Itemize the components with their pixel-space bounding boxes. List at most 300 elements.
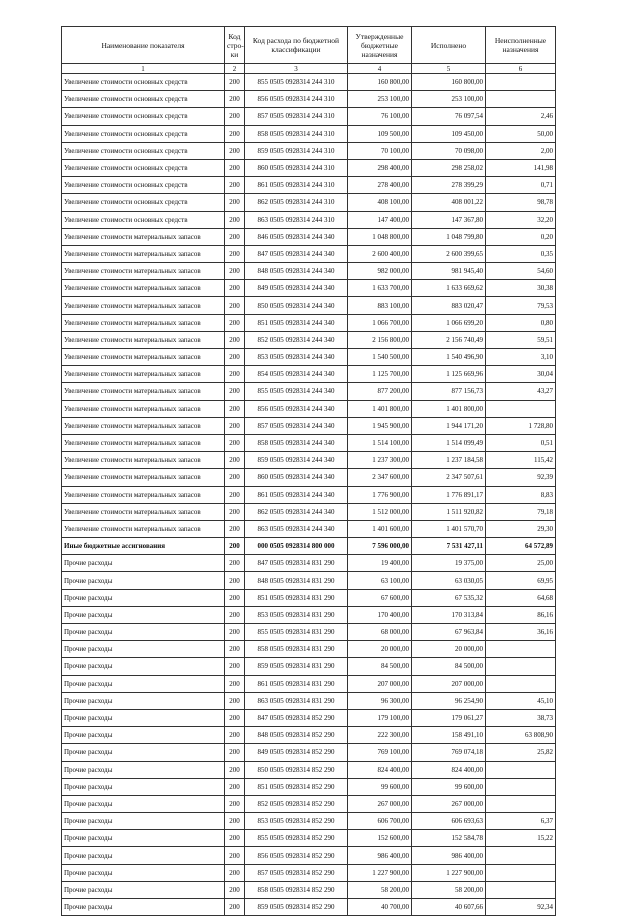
row-expense-code: 855 0505 0928314 244 340 — [245, 383, 348, 400]
row-unexecuted: 15,22 — [486, 830, 556, 847]
row-name: Увеличение стоимости основных средств — [62, 177, 225, 194]
row-line-code: 200 — [225, 486, 245, 503]
row-unexecuted: 92,39 — [486, 469, 556, 486]
row-executed: 1 633 669,62 — [412, 280, 486, 297]
row-approved: 2 156 800,00 — [348, 331, 412, 348]
table-row — [62, 692, 556, 709]
row-expense-code: 863 0505 0928314 831 290 — [245, 692, 348, 709]
row-line-code: 200 — [225, 675, 245, 692]
row-line-code: 200 — [225, 624, 245, 641]
row-unexecuted — [486, 864, 556, 881]
row-line-code: 200 — [225, 280, 245, 297]
row-unexecuted: 69,95 — [486, 572, 556, 589]
row-expense-code: 853 0505 0928314 831 290 — [245, 606, 348, 623]
table-row — [62, 520, 556, 537]
row-expense-code: 853 0505 0928314 852 290 — [245, 813, 348, 830]
row-executed: 1 066 699,20 — [412, 314, 486, 331]
row-line-code: 200 — [225, 813, 245, 830]
row-approved: 20 000,00 — [348, 641, 412, 658]
row-expense-code: 852 0505 0928314 244 340 — [245, 331, 348, 348]
table-body — [62, 74, 556, 916]
row-approved: 1 514 100,00 — [348, 434, 412, 451]
row-unexecuted — [486, 795, 556, 812]
table-row — [62, 434, 556, 451]
row-executed: 160 800,00 — [412, 74, 486, 91]
row-name: Прочие расходы — [62, 572, 225, 589]
row-executed: 267 000,00 — [412, 795, 486, 812]
row-unexecuted — [486, 641, 556, 658]
row-line-code: 200 — [225, 108, 245, 125]
table-row — [62, 469, 556, 486]
table-row — [62, 400, 556, 417]
row-approved: 1 540 500,00 — [348, 349, 412, 366]
row-executed: 298 258,02 — [412, 159, 486, 176]
row-line-code: 200 — [225, 297, 245, 314]
row-line-code: 200 — [225, 692, 245, 709]
row-line-code: 200 — [225, 899, 245, 916]
row-expense-code: 849 0505 0928314 852 290 — [245, 744, 348, 761]
row-unexecuted — [486, 761, 556, 778]
table-row — [62, 606, 556, 623]
row-approved: 109 500,00 — [348, 125, 412, 142]
row-expense-code: 000 0505 0928314 800 000 — [245, 538, 348, 555]
row-name: Прочие расходы — [62, 606, 225, 623]
row-name: Прочие расходы — [62, 830, 225, 847]
row-unexecuted: 79,18 — [486, 503, 556, 520]
row-expense-code: 857 0505 0928314 244 340 — [245, 417, 348, 434]
row-expense-code: 850 0505 0928314 852 290 — [245, 761, 348, 778]
row-unexecuted: 115,42 — [486, 452, 556, 469]
header-expense-code: Код расхода по бюджетной классификации — [245, 27, 348, 64]
row-name: Иные бюджетные ассигнования — [62, 538, 225, 555]
row-name: Увеличение стоимости материальных запасов — [62, 486, 225, 503]
row-expense-code: 853 0505 0928314 244 340 — [245, 349, 348, 366]
row-unexecuted: 0,71 — [486, 177, 556, 194]
row-line-code: 200 — [225, 331, 245, 348]
row-expense-code: 848 0505 0928314 831 290 — [245, 572, 348, 589]
table-row — [62, 847, 556, 864]
row-expense-code: 850 0505 0928314 244 340 — [245, 297, 348, 314]
row-executed: 1 125 669,96 — [412, 366, 486, 383]
row-unexecuted: 45,10 — [486, 692, 556, 709]
row-name: Прочие расходы — [62, 881, 225, 898]
row-name: Увеличение стоимости материальных запасов — [62, 417, 225, 434]
row-approved: 1 633 700,00 — [348, 280, 412, 297]
row-expense-code: 857 0505 0928314 852 290 — [245, 864, 348, 881]
row-executed: 76 097,54 — [412, 108, 486, 125]
column-number: 2 — [225, 64, 245, 74]
row-approved: 40 700,00 — [348, 899, 412, 916]
row-name: Прочие расходы — [62, 589, 225, 606]
column-number: 4 — [348, 64, 412, 74]
row-expense-code: 851 0505 0928314 852 290 — [245, 778, 348, 795]
row-name: Увеличение стоимости материальных запасов — [62, 503, 225, 520]
table-row — [62, 383, 556, 400]
row-name: Увеличение стоимости материальных запасов — [62, 314, 225, 331]
row-line-code: 200 — [225, 159, 245, 176]
row-line-code: 200 — [225, 228, 245, 245]
table-row — [62, 830, 556, 847]
row-unexecuted: 0,20 — [486, 228, 556, 245]
row-name: Прочие расходы — [62, 658, 225, 675]
row-expense-code: 848 0505 0928314 244 340 — [245, 263, 348, 280]
row-unexecuted: 50,00 — [486, 125, 556, 142]
row-name: Увеличение стоимости материальных запасов — [62, 452, 225, 469]
table-row — [62, 452, 556, 469]
table-row — [62, 813, 556, 830]
row-name: Прочие расходы — [62, 744, 225, 761]
table-row — [62, 572, 556, 589]
table-row — [62, 349, 556, 366]
column-number-row — [62, 64, 556, 74]
row-approved: 982 000,00 — [348, 263, 412, 280]
header-approved: Утвержденные бюджетные назначения — [348, 27, 412, 64]
row-line-code: 200 — [225, 74, 245, 91]
row-approved: 96 300,00 — [348, 692, 412, 709]
row-approved: 99 600,00 — [348, 778, 412, 795]
row-executed: 96 254,90 — [412, 692, 486, 709]
row-name: Увеличение стоимости материальных запасов — [62, 520, 225, 537]
row-approved: 1 401 800,00 — [348, 400, 412, 417]
row-line-code: 200 — [225, 555, 245, 572]
row-executed: 158 491,10 — [412, 727, 486, 744]
table-row — [62, 91, 556, 108]
row-line-code: 200 — [225, 434, 245, 451]
row-expense-code: 862 0505 0928314 244 340 — [245, 503, 348, 520]
row-executed: 2 600 399,65 — [412, 245, 486, 262]
row-line-code: 200 — [225, 709, 245, 726]
row-expense-code: 858 0505 0928314 831 290 — [245, 641, 348, 658]
row-approved: 298 400,00 — [348, 159, 412, 176]
row-executed: 1 514 099,49 — [412, 434, 486, 451]
row-executed: 147 367,80 — [412, 211, 486, 228]
row-expense-code: 855 0505 0928314 831 290 — [245, 624, 348, 641]
row-line-code: 200 — [225, 864, 245, 881]
row-name: Прочие расходы — [62, 899, 225, 916]
row-executed: 63 030,05 — [412, 572, 486, 589]
row-name: Увеличение стоимости материальных запасов — [62, 228, 225, 245]
table-row — [62, 314, 556, 331]
row-executed: 7 531 427,11 — [412, 538, 486, 555]
row-line-code: 200 — [225, 778, 245, 795]
row-name: Увеличение стоимости основных средств — [62, 108, 225, 125]
row-approved: 19 400,00 — [348, 555, 412, 572]
row-unexecuted — [486, 675, 556, 692]
row-line-code: 200 — [225, 727, 245, 744]
row-expense-code: 849 0505 0928314 244 340 — [245, 280, 348, 297]
row-approved: 824 400,00 — [348, 761, 412, 778]
row-name: Прочие расходы — [62, 795, 225, 812]
row-unexecuted — [486, 74, 556, 91]
row-unexecuted: 63 808,90 — [486, 727, 556, 744]
row-executed: 20 000,00 — [412, 641, 486, 658]
row-unexecuted: 64,68 — [486, 589, 556, 606]
row-line-code: 200 — [225, 314, 245, 331]
row-unexecuted: 30,38 — [486, 280, 556, 297]
row-approved: 76 100,00 — [348, 108, 412, 125]
row-approved: 1 125 700,00 — [348, 366, 412, 383]
row-approved: 877 200,00 — [348, 383, 412, 400]
row-unexecuted: 54,60 — [486, 263, 556, 280]
table-row — [62, 331, 556, 348]
row-expense-code: 858 0505 0928314 244 310 — [245, 125, 348, 142]
row-expense-code: 855 0505 0928314 244 310 — [245, 74, 348, 91]
row-approved: 267 000,00 — [348, 795, 412, 812]
row-unexecuted: 1 728,80 — [486, 417, 556, 434]
row-line-code: 200 — [225, 589, 245, 606]
row-unexecuted: 38,73 — [486, 709, 556, 726]
row-unexecuted: 30,04 — [486, 366, 556, 383]
table-row — [62, 864, 556, 881]
row-expense-code: 859 0505 0928314 831 290 — [245, 658, 348, 675]
row-expense-code: 859 0505 0928314 244 340 — [245, 452, 348, 469]
row-name: Прочие расходы — [62, 847, 225, 864]
row-name: Увеличение стоимости материальных запасов — [62, 297, 225, 314]
row-executed: 67 535,32 — [412, 589, 486, 606]
row-executed: 769 074,18 — [412, 744, 486, 761]
row-line-code: 200 — [225, 847, 245, 864]
row-expense-code: 856 0505 0928314 244 340 — [245, 400, 348, 417]
row-executed: 109 450,00 — [412, 125, 486, 142]
row-unexecuted: 36,16 — [486, 624, 556, 641]
row-name: Прочие расходы — [62, 709, 225, 726]
row-expense-code: 860 0505 0928314 244 310 — [245, 159, 348, 176]
row-line-code: 200 — [225, 538, 245, 555]
row-name: Увеличение стоимости материальных запасов — [62, 349, 225, 366]
table-row — [62, 899, 556, 916]
row-unexecuted: 0,35 — [486, 245, 556, 262]
row-name: Увеличение стоимости основных средств — [62, 74, 225, 91]
row-name: Прочие расходы — [62, 864, 225, 881]
table-row — [62, 108, 556, 125]
row-line-code: 200 — [225, 572, 245, 589]
row-expense-code: 847 0505 0928314 852 290 — [245, 709, 348, 726]
row-line-code: 200 — [225, 795, 245, 812]
row-expense-code: 858 0505 0928314 852 290 — [245, 881, 348, 898]
row-expense-code: 862 0505 0928314 244 310 — [245, 194, 348, 211]
table-row — [62, 263, 556, 280]
row-executed: 179 061,27 — [412, 709, 486, 726]
row-name: Прочие расходы — [62, 675, 225, 692]
header-unexecuted: Неисполненные назначения — [486, 27, 556, 64]
row-expense-code: 857 0505 0928314 244 310 — [245, 108, 348, 125]
row-unexecuted: 86,16 — [486, 606, 556, 623]
table-row — [62, 194, 556, 211]
row-unexecuted: 92,34 — [486, 899, 556, 916]
table-row — [62, 142, 556, 159]
row-line-code: 200 — [225, 452, 245, 469]
row-unexecuted — [486, 881, 556, 898]
row-approved: 68 000,00 — [348, 624, 412, 641]
row-unexecuted: 2,00 — [486, 142, 556, 159]
row-approved: 1 401 600,00 — [348, 520, 412, 537]
row-line-code: 200 — [225, 263, 245, 280]
row-expense-code: 846 0505 0928314 244 340 — [245, 228, 348, 245]
table-row — [62, 727, 556, 744]
row-executed: 877 156,73 — [412, 383, 486, 400]
row-expense-code: 856 0505 0928314 244 310 — [245, 91, 348, 108]
row-executed: 152 584,78 — [412, 830, 486, 847]
row-unexecuted — [486, 91, 556, 108]
row-unexecuted: 2,46 — [486, 108, 556, 125]
table-row — [62, 761, 556, 778]
row-executed: 606 693,63 — [412, 813, 486, 830]
table-row — [62, 641, 556, 658]
table-row — [62, 297, 556, 314]
row-approved: 70 100,00 — [348, 142, 412, 159]
row-approved: 1 237 300,00 — [348, 452, 412, 469]
row-line-code: 200 — [225, 349, 245, 366]
row-executed: 1 776 891,17 — [412, 486, 486, 503]
row-line-code: 200 — [225, 503, 245, 520]
row-executed: 99 600,00 — [412, 778, 486, 795]
row-expense-code: 852 0505 0928314 852 290 — [245, 795, 348, 812]
table-row — [62, 228, 556, 245]
row-expense-code: 861 0505 0928314 244 310 — [245, 177, 348, 194]
row-name: Увеличение стоимости материальных запасов — [62, 263, 225, 280]
row-approved: 1 048 800,00 — [348, 228, 412, 245]
row-name: Прочие расходы — [62, 761, 225, 778]
row-approved: 1 512 000,00 — [348, 503, 412, 520]
table-row — [62, 555, 556, 572]
row-line-code: 200 — [225, 194, 245, 211]
row-expense-code: 860 0505 0928314 244 340 — [245, 469, 348, 486]
row-name: Увеличение стоимости материальных запасов — [62, 245, 225, 262]
table-row — [62, 658, 556, 675]
row-executed: 19 375,00 — [412, 555, 486, 572]
row-line-code: 200 — [225, 881, 245, 898]
row-name: Увеличение стоимости основных средств — [62, 211, 225, 228]
row-executed: 824 400,00 — [412, 761, 486, 778]
row-expense-code: 854 0505 0928314 244 340 — [245, 366, 348, 383]
row-line-code: 200 — [225, 91, 245, 108]
row-executed: 170 313,84 — [412, 606, 486, 623]
row-line-code: 200 — [225, 400, 245, 417]
row-name: Прочие расходы — [62, 692, 225, 709]
row-unexecuted: 79,53 — [486, 297, 556, 314]
row-name: Увеличение стоимости материальных запасов — [62, 331, 225, 348]
row-name: Прочие расходы — [62, 727, 225, 744]
row-approved: 222 300,00 — [348, 727, 412, 744]
row-unexecuted: 25,82 — [486, 744, 556, 761]
row-name: Увеличение стоимости основных средств — [62, 194, 225, 211]
row-name: Увеличение стоимости материальных запасов — [62, 400, 225, 417]
row-executed: 1 048 799,80 — [412, 228, 486, 245]
row-executed: 278 399,29 — [412, 177, 486, 194]
row-executed: 1 227 900,00 — [412, 864, 486, 881]
row-expense-code: 851 0505 0928314 244 340 — [245, 314, 348, 331]
row-expense-code: 855 0505 0928314 852 290 — [245, 830, 348, 847]
table-row — [62, 125, 556, 142]
row-name: Увеличение стоимости материальных запасов — [62, 383, 225, 400]
row-expense-code: 859 0505 0928314 244 310 — [245, 142, 348, 159]
row-line-code: 200 — [225, 830, 245, 847]
row-executed: 1 540 496,90 — [412, 349, 486, 366]
row-executed: 67 963,84 — [412, 624, 486, 641]
row-expense-code: 856 0505 0928314 852 290 — [245, 847, 348, 864]
row-unexecuted: 0,51 — [486, 434, 556, 451]
row-approved: 58 200,00 — [348, 881, 412, 898]
row-unexecuted: 59,51 — [486, 331, 556, 348]
row-approved: 170 400,00 — [348, 606, 412, 623]
row-expense-code: 847 0505 0928314 244 340 — [245, 245, 348, 262]
row-executed: 883 020,47 — [412, 297, 486, 314]
row-unexecuted: 6,37 — [486, 813, 556, 830]
row-approved: 1 227 900,00 — [348, 864, 412, 881]
table-row — [62, 624, 556, 641]
row-approved: 278 400,00 — [348, 177, 412, 194]
row-line-code: 200 — [225, 520, 245, 537]
row-expense-code: 847 0505 0928314 831 290 — [245, 555, 348, 572]
row-line-code: 200 — [225, 142, 245, 159]
column-number: 5 — [412, 64, 486, 74]
row-executed: 1 401 800,00 — [412, 400, 486, 417]
row-unexecuted: 32,20 — [486, 211, 556, 228]
row-executed: 207 000,00 — [412, 675, 486, 692]
row-line-code: 200 — [225, 641, 245, 658]
row-executed: 1 401 570,70 — [412, 520, 486, 537]
row-executed: 2 347 507,61 — [412, 469, 486, 486]
header-executed: Исполнено — [412, 27, 486, 64]
row-line-code: 200 — [225, 366, 245, 383]
row-expense-code: 863 0505 0928314 244 340 — [245, 520, 348, 537]
row-line-code: 200 — [225, 383, 245, 400]
table-row — [62, 675, 556, 692]
row-unexecuted: 29,30 — [486, 520, 556, 537]
table-header-row — [62, 27, 556, 64]
row-approved: 2 600 400,00 — [348, 245, 412, 262]
table-row — [62, 881, 556, 898]
table-row — [62, 795, 556, 812]
column-number: 1 — [62, 64, 225, 74]
row-approved: 179 100,00 — [348, 709, 412, 726]
table-row — [62, 159, 556, 176]
row-approved: 883 100,00 — [348, 297, 412, 314]
row-name: Прочие расходы — [62, 555, 225, 572]
row-approved: 84 500,00 — [348, 658, 412, 675]
row-unexecuted: 3,10 — [486, 349, 556, 366]
row-executed: 2 156 740,49 — [412, 331, 486, 348]
row-approved: 1 776 900,00 — [348, 486, 412, 503]
row-name: Прочие расходы — [62, 624, 225, 641]
table-row — [62, 486, 556, 503]
row-name: Увеличение стоимости основных средств — [62, 159, 225, 176]
row-unexecuted — [486, 400, 556, 417]
row-unexecuted — [486, 778, 556, 795]
row-unexecuted: 0,80 — [486, 314, 556, 331]
row-name: Увеличение стоимости основных средств — [62, 91, 225, 108]
row-unexecuted: 43,27 — [486, 383, 556, 400]
row-name: Прочие расходы — [62, 641, 225, 658]
row-expense-code: 851 0505 0928314 831 290 — [245, 589, 348, 606]
table-row — [62, 74, 556, 91]
table-row — [62, 589, 556, 606]
row-approved: 2 347 600,00 — [348, 469, 412, 486]
row-executed: 986 400,00 — [412, 847, 486, 864]
row-approved: 253 100,00 — [348, 91, 412, 108]
row-line-code: 200 — [225, 761, 245, 778]
row-expense-code: 861 0505 0928314 244 340 — [245, 486, 348, 503]
row-unexecuted — [486, 658, 556, 675]
row-line-code: 200 — [225, 744, 245, 761]
row-expense-code: 859 0505 0928314 852 290 — [245, 899, 348, 916]
table-row — [62, 366, 556, 383]
row-approved: 152 600,00 — [348, 830, 412, 847]
row-approved: 7 596 000,00 — [348, 538, 412, 555]
row-name: Увеличение стоимости материальных запасов — [62, 280, 225, 297]
row-approved: 63 100,00 — [348, 572, 412, 589]
row-unexecuted: 25,00 — [486, 555, 556, 572]
